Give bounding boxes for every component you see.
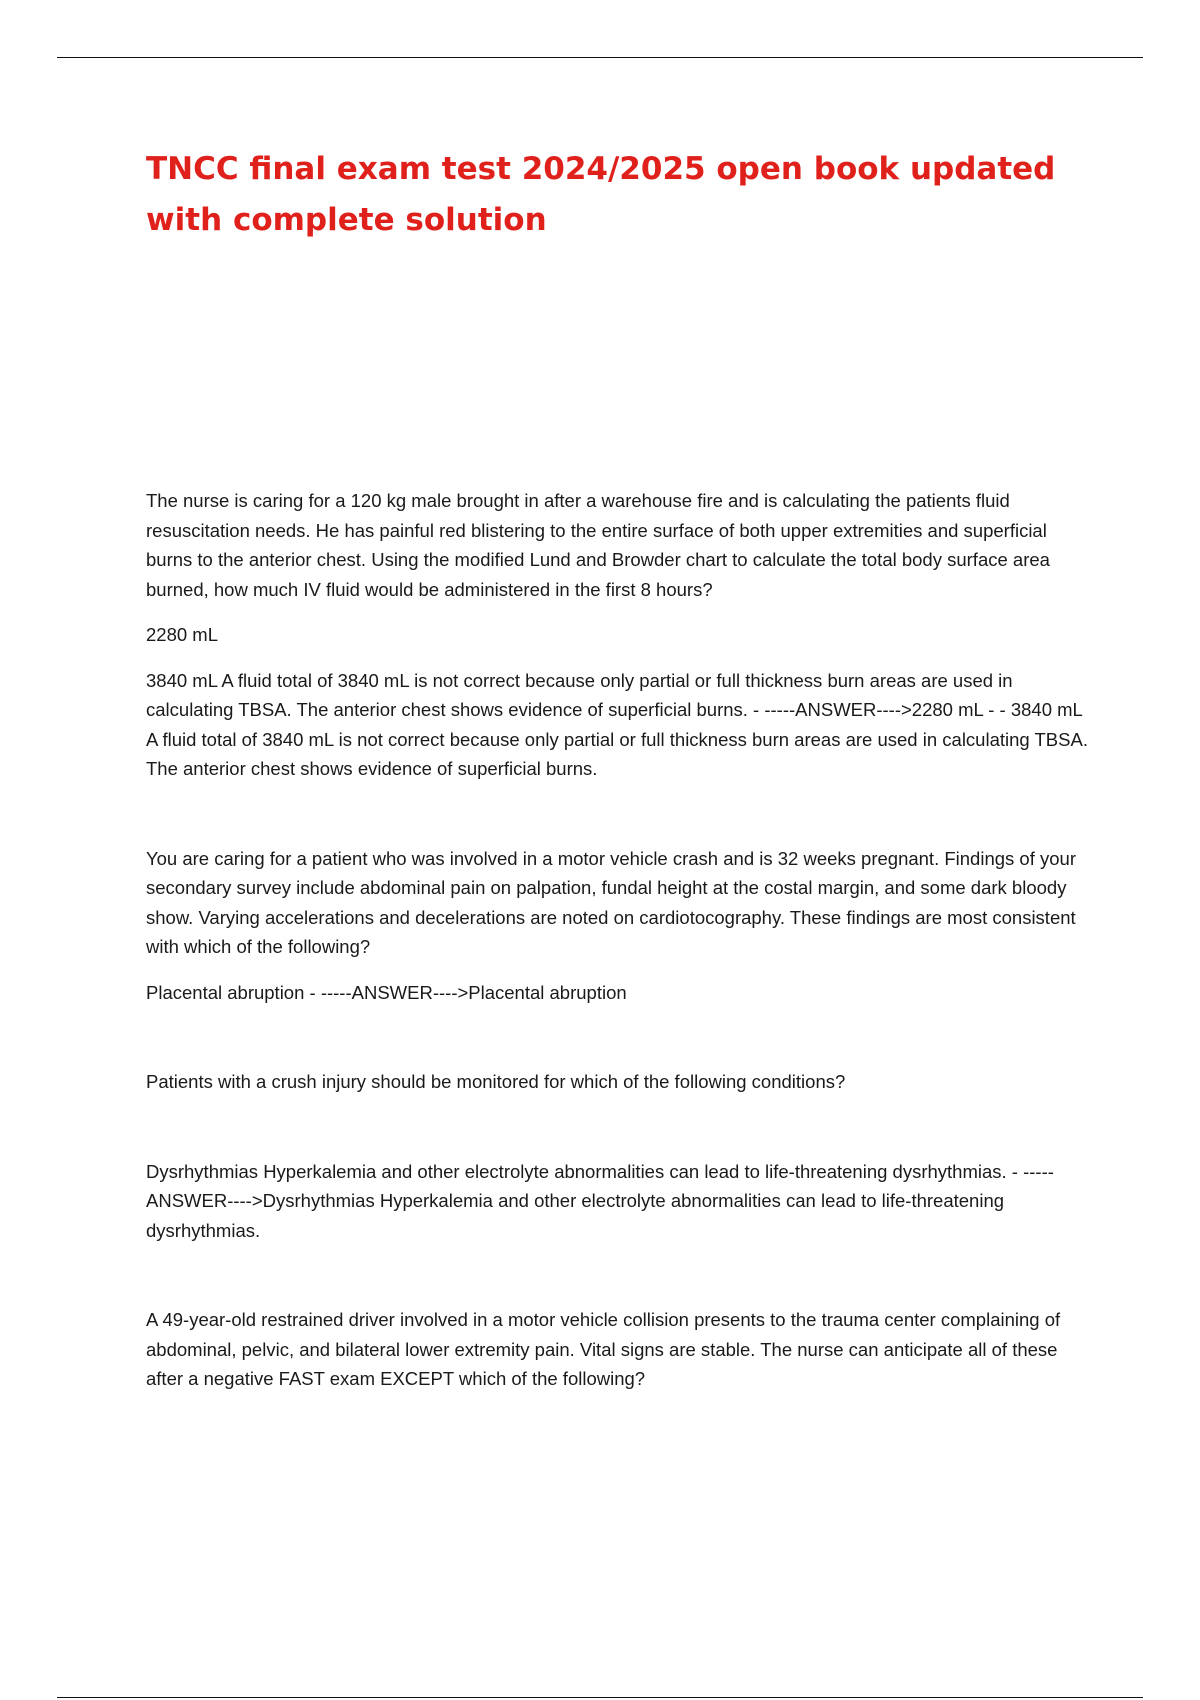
top-rule bbox=[57, 57, 1143, 58]
document-title: TNCC final exam test 2024/2025 open book updated with complete solution bbox=[146, 151, 1056, 238]
answer-text: 3840 mL A fluid total of 3840 mL is not correct because only partial or full thickness burn areas are used in calculating TBSA. The anterior chest shows evidence of superficial burns. - -----ANSWER---->2280 mL - - 3840 mL A fluid total of 3840 mL is not correct because only partial or full thickness burn areas are used in calculating TBSA. The anterior chest shows evidence of superficial burns. bbox=[146, 669, 1088, 779]
bottom-rule bbox=[57, 1697, 1143, 1698]
answer-text: Placental abruption - -----ANSWER---->Placental abruption bbox=[146, 981, 627, 1003]
answer-option: 2280 mL bbox=[146, 624, 218, 645]
question-text: The nurse is caring for a 120 kg male brought in after a warehouse fire and is calculating the patients fluid resuscitation needs. He has painful red blistering to the entire surface of both upper extremities and superficial burns to the anterior chest. Using the modified Lund and Browder chart to calculate the total body surface area burned, how much IV fluid would be administered in the first 8 hours? bbox=[146, 490, 1050, 600]
question-text: A 49-year-old restrained driver involved in a motor vehicle collision presents to the trauma center complaining of abdominal, pelvic, and bilateral lower extremity pain. Vital signs are stable. The nurse can anticipate all of these after a negative FAST exam EXCEPT which of the following? bbox=[146, 1309, 1061, 1389]
document-body bbox=[146, 486, 1096, 1394]
answer-text: Dysrhythmias Hyperkalemia and other electrolyte abnormalities can lead to life-threatening dysrhythmias. - -----ANSWER---->Dysrhythmias Hyperkalemia and other electrolyte abnormalities can lead to life-threatening dysrhythmias. bbox=[146, 1160, 1054, 1241]
question-text: Patients with a crush injury should be monitored for which of the following conditions? bbox=[146, 1071, 846, 1092]
question-text: You are caring for a patient who was involved in a motor vehicle crash and is 32 weeks pregnant. Findings of your secondary survey include abdominal pain on palpation, fundal height at the costal margin, and some dark bloody show. Varying accelerations and decelerations are noted on cardiotocography. These findings are most consistent with which of the following? bbox=[146, 847, 1076, 957]
